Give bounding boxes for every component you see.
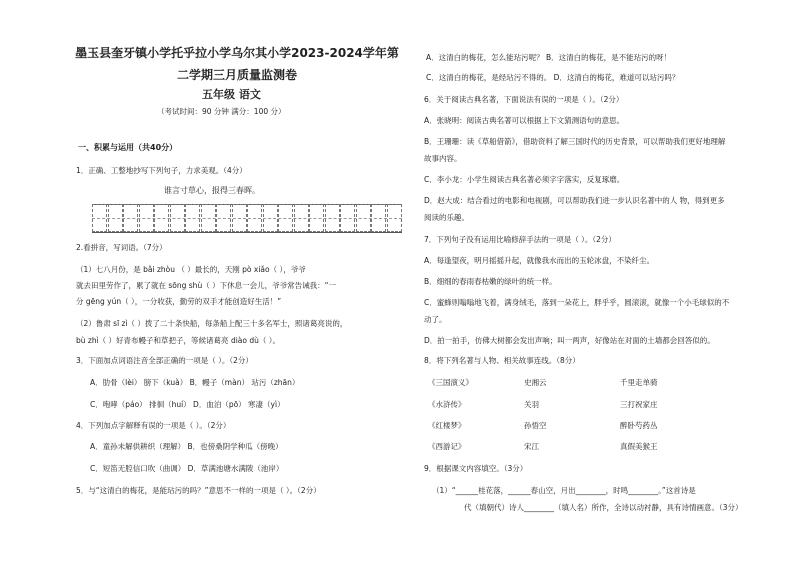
book-item: 《西游记》	[428, 442, 466, 451]
question-3: 3．下面加点词语注音全部正确的一项是（ ）。（2分）	[76, 356, 253, 365]
grid-cell	[294, 204, 309, 232]
exam-info: （考试时间：90 分钟 满分：100 分）	[157, 107, 286, 116]
writing-grid	[92, 204, 402, 234]
story-item: 三打祝家庄	[620, 400, 658, 409]
q5-options-ab: A．这清白的梅花，怎么能玷污呢？ B．这清白的梅花，是不能玷污的呀！	[426, 53, 672, 62]
section-heading: 一、积累与运用（共40分）	[78, 143, 178, 152]
book-item: 《三国演义》	[428, 378, 473, 387]
q7-option: D．拍一拍手，仿佛大树都会发出声响；叫一两声，好像站在对面的土墙都会回答似的。	[424, 336, 715, 345]
q6-option: 故事内容。	[424, 154, 462, 163]
grade-subject: 五年级 语文	[202, 88, 261, 101]
q4-options-ab: A．童孙未解供耕织（理解） B．也傍桑阴学种瓜（傍晚）	[90, 442, 283, 451]
grid-cell	[170, 204, 185, 232]
q7-option: 动了。	[424, 315, 447, 324]
grid-cell	[278, 204, 293, 232]
q6-option: B．王珊珊：读《草船借箭》，借助资料了解三国时代的历史背景，可以帮助我们更好地理解	[424, 137, 726, 146]
story-item: 千里走单骑	[620, 378, 658, 387]
grid-cell	[154, 204, 169, 232]
question-7: 7．下列句子没有运用比喻修辞手法的一项是（ ）。（2分）	[424, 235, 616, 244]
question-8: 8．将下列名著与人物、相关故事连线。（8分）	[424, 356, 580, 365]
grid-cell	[185, 204, 200, 232]
grid-cell	[309, 204, 324, 232]
q2-line: bù zhì（ ）好青布幔子和草把子，等候诸葛亮 diào dù（ ）。	[76, 336, 281, 345]
q4-options-cd: C．短笛无腔信口吹（曲调） D．草满池塘水满陂（池岸）	[90, 464, 284, 473]
story-item: 醉卧芍药丛	[620, 421, 658, 430]
grid-cell	[325, 204, 340, 232]
q2-line: 就去田里劳作了，累了就在 sōng shù（ ）下休息一会儿，爷爷常告诫我：“一	[76, 281, 336, 290]
grid-cell	[356, 204, 371, 232]
q7-option: A．每逢望夜，明月摇摇升起，就像我水而出的玉轮冰盘，不染纤尘。	[424, 256, 655, 265]
q6-option: D．赵大成：结合看过的电影和电视剧，可以帮助我们进一步认识名著中的人 物，得到更多	[424, 196, 725, 205]
question-9: 9．根据课文内容填空。（3分）	[424, 464, 528, 473]
q7-option: B．细细的春雨春枯嫩的绿叶的统一样。	[424, 277, 557, 286]
question-2: 2.看拼音，写词语。（7分）	[76, 243, 167, 252]
grid-cell	[123, 204, 138, 232]
copy-sentence: 谁言寸草心，报得三春晖。	[164, 186, 260, 195]
q6-option: A．张晓明：阅读古典名著可以根据上下文猜测语句的意思。	[424, 116, 625, 125]
q3-options-ab: A．肋骨（lèi） 膀下（kuà） B．幔子（màn） 玷污（zhān）	[90, 378, 300, 387]
q5-options-cd: C．这清白的梅花，是经玷污不得的。 D．这清白的梅花，难道可以玷污吗？	[426, 73, 680, 82]
book-item: 《红楼梦》	[428, 421, 466, 430]
q9-line: 代（填朝代）诗人________（填人名）所作，全诗以动衬静，具有诗情画意。（3分）	[464, 503, 743, 512]
question-1: 1．正确、工整地抄写下列句子，力求美观。（4分）	[76, 166, 247, 175]
grid-cell	[263, 204, 278, 232]
grid-cell	[387, 204, 402, 232]
grid-cell	[340, 204, 355, 232]
grid-cell	[371, 204, 386, 232]
q2-line: （2）鲁肃 sī zì（ ）拨了二十条快船，每条船上配三十多名军士，照诸葛亮说的，	[76, 319, 348, 328]
q9-line: （1）“______桂花落，______春山空，月出________，时鸣________。”这首诗是	[432, 486, 696, 495]
book-item: 《水浒传》	[428, 400, 466, 409]
grid-cell	[201, 204, 216, 232]
character-item: 关羽	[524, 400, 539, 409]
grid-cell	[216, 204, 231, 232]
character-item: 孙悟空	[524, 421, 547, 430]
story-item: 真假美猴王	[620, 442, 658, 451]
grid-cell	[139, 204, 154, 232]
character-item: 史湘云	[524, 378, 547, 387]
question-4: 4．下列加点字解释有误的一项是（ ）。（2分）	[76, 421, 231, 430]
grid-cell	[92, 204, 107, 232]
exam-title-line2: 二学期三月质量监测卷	[176, 68, 297, 82]
character-item: 宋江	[524, 442, 539, 451]
exam-title-line1: 墨玉县奎牙镇小学托乎拉小学乌尔其小学2023-2024学年第	[75, 46, 399, 60]
grid-cell	[232, 204, 247, 232]
grid-cell	[247, 204, 262, 232]
q3-options-cd: C．咆哮（páo） 排徊（huí） D．血泊（pō） 寒凄（yì）	[90, 400, 285, 409]
grid-cell	[108, 204, 123, 232]
question-5: 5．与“这清白的梅花，是能玷污的吗？”意思不一样的一项是（ ）。（2分）	[76, 486, 321, 495]
question-6: 6．关于阅读古典名著，下面说法有误的一项是（ ）。（2分）	[424, 95, 624, 104]
q2-line: （1）七八月份，是 bǎi zhòu （ ）最长的，天刚 pò xiǎo（ ），爷爷	[76, 265, 306, 274]
q6-option: 阅读的乐趣。	[424, 213, 469, 222]
q2-line: 分 gēng yún（ ），一分收获，勤劳的双手才能创造好生活！”	[76, 297, 282, 306]
q7-option: C．蜜蜂则嗡嗡地飞着，满身绒毛，落到一朵花上，胖乎乎，圆滚滚，就像一个小毛球似的不	[424, 298, 730, 307]
q6-option: C．李小龙：小学生阅读古典名著必须字字落实，反复琢磨。	[424, 175, 625, 184]
